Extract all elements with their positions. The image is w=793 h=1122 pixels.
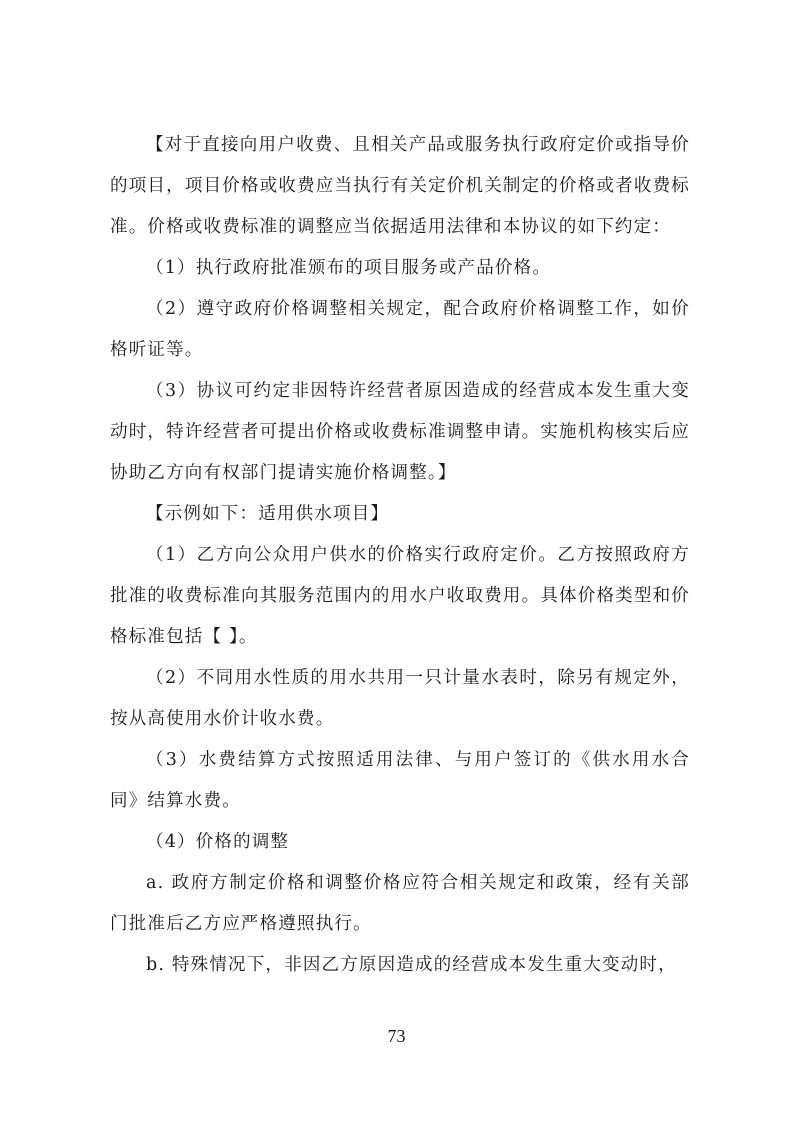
document-body [110, 125, 690, 986]
paragraph-example-heading: 【示例如下：适用供水项目】 [146, 504, 390, 524]
paragraph-item-2: （2）遵守政府价格调整相关规定，配合政府价格调整工作，如价格听证等。 [110, 299, 690, 360]
paragraph-sub-b: b. 特殊情况下，非因乙方原因造成的经营成本发生重大变动时， [146, 955, 677, 975]
paragraph-item-1: （1）执行政府批准颁布的项目服务或产品价格。 [146, 258, 552, 278]
paragraph-item-3: （3）协议可约定非因特许经营者原因造成的经营成本发生重大变动时，特许经营者可提出价格或收费标准调整申请。实施机构核实后应协助乙方向有权部门提请实施价格调整。】 [110, 381, 690, 483]
paragraph-example-3: （3）水费结算方式按照适用法律、与用户签订的《供水用水合同》结算水费。 [110, 750, 690, 811]
paragraph-example-1: （1）乙方向公众用户供水的价格实行政府定价。乙方按照政府方批准的收费标准向其服务范围内的用水户收取费用。具体价格类型和价格标准包括【 】。 [110, 545, 690, 647]
paragraph-pricing-intro: 【对于直接向用户收费、且相关产品或服务执行政府定价或指导价的项目，项目价格或收费应当执行有关定价机关制定的价格或者收费标准。价格或收费标准的调整应当依据适用法律和本协议的如下约定： [110, 135, 690, 237]
page-number: 73 [387, 1026, 406, 1046]
paragraph-example-4: （4）价格的调整 [146, 832, 290, 852]
paragraph-example-2: （2）不同用水性质的用水共用一只计量水表时，除另有规定外，按从高使用水价计收水费。 [110, 668, 690, 729]
paragraph-sub-a: a. 政府方制定价格和调整价格应符合相关规定和政策，经有关部门批准后乙方应严格遵照执行。 [110, 873, 690, 934]
